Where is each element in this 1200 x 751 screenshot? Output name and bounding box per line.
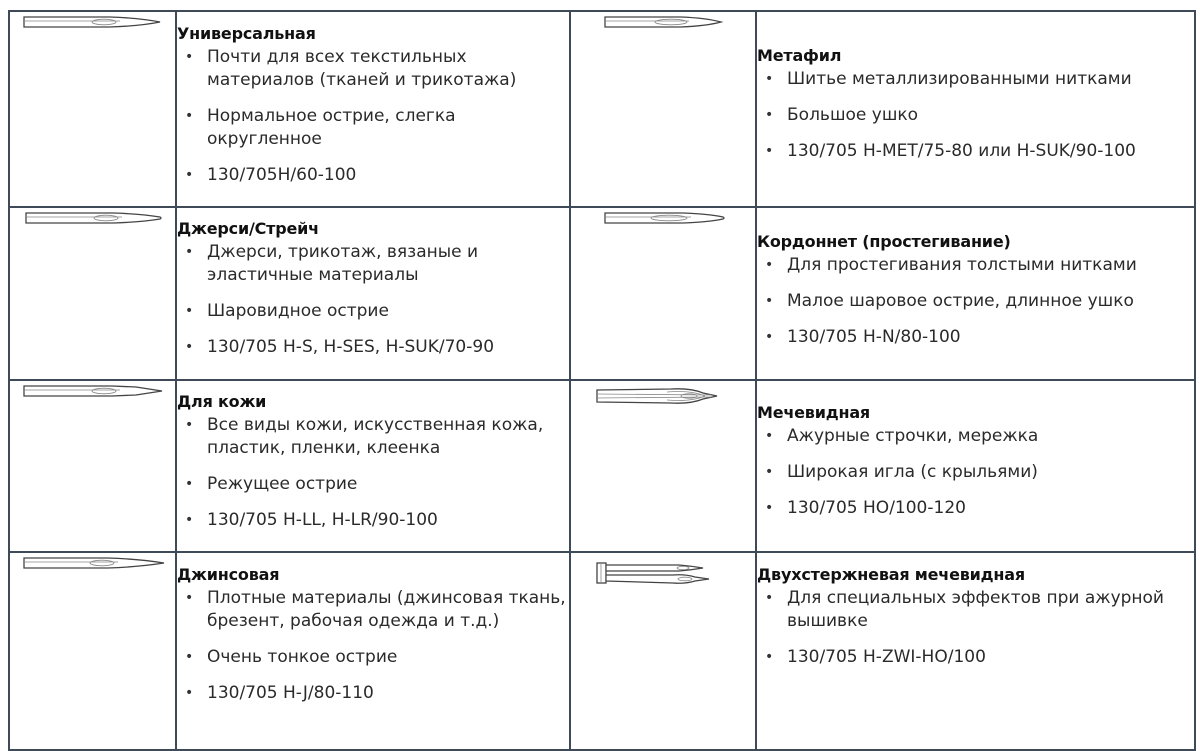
cordonnet-needle-icon	[571, 208, 755, 228]
needle-description-cell	[756, 11, 1195, 207]
leather-needle-icon	[10, 381, 175, 401]
table-row	[9, 11, 1195, 207]
universal-needle-icon	[10, 12, 175, 32]
needle-types-table	[8, 10, 1196, 751]
needle-image-cell	[570, 380, 756, 552]
needle-title: Для кожи	[177, 392, 267, 411]
needle-title: Мечевидная	[757, 403, 870, 422]
needle-description-cell	[756, 380, 1195, 552]
list-item: • Очень тонкое острие	[177, 646, 569, 669]
needle-description-cell	[176, 552, 570, 750]
list-item: • 130/705 HO/100-120	[757, 497, 1194, 520]
jersey-stretch-needle-icon	[10, 208, 175, 228]
needle-description-cell	[176, 380, 570, 552]
list-item: • Ажурные строчки, мережка	[757, 425, 1194, 448]
needle-description-cell	[176, 11, 570, 207]
needle-image-cell	[9, 380, 176, 552]
table-row	[9, 207, 1195, 380]
list-item: • 130/705 H-ZWI-HO/100	[757, 646, 1194, 669]
needle-features-list	[177, 587, 569, 705]
needle-features-list	[177, 241, 569, 359]
needle-features-list	[757, 587, 1194, 669]
needle-description-cell	[756, 552, 1195, 750]
needle-title: Метафил	[757, 46, 842, 65]
list-item: • 130/705 H-MET/75-80 или H-SUK/90-100	[757, 140, 1194, 163]
list-item: • Для специальных эффектов при ажурной вышивке	[757, 587, 1194, 633]
needle-title: Джинсовая	[177, 565, 280, 584]
needle-image-cell	[9, 207, 176, 380]
needle-features-list	[177, 46, 569, 187]
list-item: • Для простегивания толстыми нитками	[757, 254, 1194, 277]
needle-title: Кордоннет (простегивание)	[757, 232, 1011, 251]
needle-title: Универсальная	[177, 24, 316, 43]
needle-features-list	[757, 254, 1194, 349]
jeans-needle-icon	[10, 553, 175, 573]
list-item: • Шаровидное острие	[177, 300, 569, 323]
needle-image-cell	[570, 552, 756, 750]
list-item: • Большое ушко	[757, 104, 1194, 127]
list-item: • Все виды кожи, искусственная кожа, пластик, пленки, клеенка	[177, 414, 569, 460]
wing-needle-icon	[571, 381, 755, 411]
list-item: • Режущее острие	[177, 473, 569, 496]
list-item: • 130/705H/60-100	[177, 164, 569, 187]
list-item: • Малое шаровое острие, длинное ушко	[757, 290, 1194, 313]
list-item: • Почти для всех текстильных материалов (тканей и трикотажа)	[177, 46, 569, 92]
table-row	[9, 380, 1195, 552]
needle-features-list	[757, 68, 1194, 163]
needle-image-cell	[9, 552, 176, 750]
needle-title: Джерси/Стрейч	[177, 219, 319, 238]
metafil-needle-icon	[571, 12, 755, 32]
list-item: • Широкая игла (с крыльями)	[757, 461, 1194, 484]
needle-description-cell	[176, 207, 570, 380]
table-row	[9, 552, 1195, 750]
needle-image-cell	[570, 207, 756, 380]
needle-title: Двухстержневая мечевидная	[757, 565, 1025, 584]
list-item: • Нормальное острие, слегка округленное	[177, 105, 569, 151]
list-item: • 130/705 H-J/80-110	[177, 682, 569, 705]
list-item: • Плотные материалы (джинсовая ткань, брезент, рабочая одежда и т.д.)	[177, 587, 569, 633]
double-wing-needle-icon	[571, 553, 755, 593]
needle-image-cell	[570, 11, 756, 207]
needle-features-list	[757, 425, 1194, 520]
list-item: • 130/705 H-S, H-SES, H-SUK/70-90	[177, 336, 569, 359]
needle-features-list	[177, 414, 569, 532]
list-item: • Шитье металлизированными нитками	[757, 68, 1194, 91]
needle-image-cell	[9, 11, 176, 207]
list-item: • 130/705 H-N/80-100	[757, 326, 1194, 349]
needle-description-cell	[756, 207, 1195, 380]
list-item: • 130/705 H-LL, H-LR/90-100	[177, 509, 569, 532]
list-item: • Джерси, трикотаж, вязаные и эластичные материалы	[177, 241, 569, 287]
